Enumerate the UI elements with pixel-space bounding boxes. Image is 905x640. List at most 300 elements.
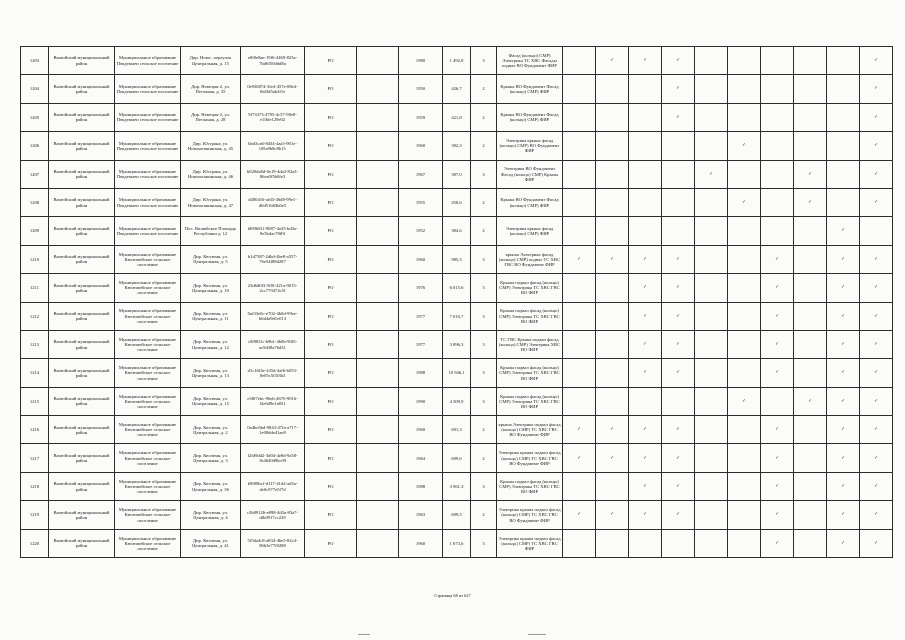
blank-cell [357, 501, 399, 529]
check-mark: ✓ [563, 416, 596, 444]
blank-cell [357, 217, 399, 245]
fund-type: РО [305, 160, 357, 188]
total-area: 4 309,9 [443, 387, 471, 415]
page-number: Страница 68 из 627 [434, 593, 471, 598]
empty-check-cell [761, 188, 794, 216]
build-year: 1967 [399, 160, 443, 188]
work-types: Электрика крыша подвал фасад (кольцо) СМР) ТС ХВС ГВС ФИР [497, 529, 563, 557]
row-number: 1206 [21, 132, 49, 160]
address: Дир. Кюсюмя, ул. Центральная, д. 12 [181, 330, 241, 358]
check-mark: ✓ [761, 501, 794, 529]
empty-check-cell [662, 217, 695, 245]
check-mark: ✓ [629, 274, 662, 302]
work-types: Электрика крыша подвал фасад (кольцо) СМР) ТС ХВС ГВС ВО Фундамент ФИР [497, 444, 563, 472]
check-mark: ✓ [662, 330, 695, 358]
empty-check-cell [695, 132, 728, 160]
check-mark: ✓ [596, 47, 629, 75]
empty-check-cell [860, 217, 893, 245]
total-area: 7 016,7 [443, 302, 471, 330]
check-mark: ✓ [761, 444, 794, 472]
floor-count: 2 [471, 103, 497, 131]
address: Дир. Кюсюмя, ул. Центральная, д. 41 [181, 529, 241, 557]
empty-check-cell [662, 160, 695, 188]
floor-count: 2 [471, 416, 497, 444]
empty-check-cell [596, 529, 629, 557]
work-types: Крыша подвал фасад (кольцо) СМР) Электрика ТС ХВС ГВС ВО ФИР [497, 359, 563, 387]
table-row [21, 160, 893, 188]
row-number: 1210 [21, 245, 49, 273]
district-name: Вилюйский муниципальный район [49, 416, 115, 444]
empty-check-cell [629, 217, 662, 245]
fund-type: РО [305, 245, 357, 273]
municipality-name: Муниципальное образование Пекдешаеи сельское поселение [115, 188, 181, 216]
building-code: 9f73373-4795-4c57-98e8-e1fbfe129e02 [241, 103, 305, 131]
check-mark: ✓ [827, 359, 860, 387]
check-mark: ✓ [563, 501, 596, 529]
empty-check-cell [827, 103, 860, 131]
floor-count: 2 [471, 501, 497, 529]
build-year: 1952 [399, 217, 443, 245]
row-number: 1209 [21, 217, 49, 245]
fund-type: РО [305, 387, 357, 415]
floor-count: 2 [471, 75, 497, 103]
district-name: Вилюйский муниципальный район [49, 444, 115, 472]
check-mark: ✓ [827, 444, 860, 472]
empty-check-cell [827, 47, 860, 75]
empty-check-cell [761, 160, 794, 188]
check-mark: ✓ [662, 501, 695, 529]
building-code: b1d7387-2dbd-4be8-a557-76e54f88d287 [241, 245, 305, 273]
empty-check-cell [629, 188, 662, 216]
work-types: Крыша ВО Фундамент Фасад (кольцо) СМР) ФИР [497, 75, 563, 103]
empty-check-cell [761, 387, 794, 415]
building-code: d1c16f4e-245d-4af6-b053-0e05c5f3f3b3 [241, 359, 305, 387]
check-mark: ✓ [761, 274, 794, 302]
table-row [21, 387, 893, 415]
empty-check-cell [596, 103, 629, 131]
check-mark: ✓ [662, 444, 695, 472]
floor-count: 2 [471, 444, 497, 472]
address: Пос. Вилюйское Площадь Республики д. 12 [181, 217, 241, 245]
floor-count: 3 [471, 330, 497, 358]
check-mark: ✓ [761, 416, 794, 444]
building-code: bbd3ca6-8d34-4aa5-901e-0f5a9b8c8b15 [241, 132, 305, 160]
district-name: Вилюйский муниципальный район [49, 472, 115, 500]
table-row [21, 416, 893, 444]
check-mark: ✓ [662, 75, 695, 103]
empty-check-cell [695, 387, 728, 415]
district-name: Вилюйский муниципальный район [49, 245, 115, 273]
work-types: ТС ГВС Крыша подвал фасад (кольцо) СМР) Электрика ХВС ВО ФИР [497, 330, 563, 358]
check-mark: ✓ [728, 387, 761, 415]
check-mark: ✓ [662, 103, 695, 131]
total-area: 10 946,1 [443, 359, 471, 387]
empty-check-cell [596, 472, 629, 500]
check-mark: ✓ [860, 75, 893, 103]
check-mark: ✓ [860, 444, 893, 472]
floor-count: 3 [471, 359, 497, 387]
empty-check-cell [728, 416, 761, 444]
row-number: 1213 [21, 330, 49, 358]
empty-check-cell [662, 387, 695, 415]
check-mark: ✓ [662, 416, 695, 444]
row-number: 1203 [21, 47, 49, 75]
work-types: Фасад (кольцо) СМР) Электрика ТС ХВС Фасады подвал ВО Фундамент ФИР [497, 47, 563, 75]
fund-type: РО [305, 47, 357, 75]
fund-type: РО [305, 302, 357, 330]
empty-check-cell [563, 302, 596, 330]
building-code: e8f0e8ae-19f6-4469-825a-7bd6f50ddd8a [241, 47, 305, 75]
empty-check-cell [794, 274, 827, 302]
district-name: Вилюйский муниципальный район [49, 103, 115, 131]
municipality-name: Муниципальное образование Кюсюмейское сельское поселение [115, 416, 181, 444]
row-number: 1208 [21, 188, 49, 216]
check-mark: ✓ [860, 47, 893, 75]
total-area: 985,3 [443, 245, 471, 273]
district-name: Вилюйский муниципальный район [49, 47, 115, 75]
empty-check-cell [728, 103, 761, 131]
table-row [21, 274, 893, 302]
floor-count: 3 [471, 472, 497, 500]
district-name: Вилюйский муниципальный район [49, 501, 115, 529]
empty-check-cell [695, 103, 728, 131]
check-mark: ✓ [860, 103, 893, 131]
table-row [21, 529, 893, 557]
empty-check-cell [629, 75, 662, 103]
district-name: Вилюйский муниципальный район [49, 529, 115, 557]
check-mark: ✓ [860, 274, 893, 302]
row-number: 1220 [21, 529, 49, 557]
blank-cell [357, 529, 399, 557]
check-mark: ✓ [827, 302, 860, 330]
empty-check-cell [629, 132, 662, 160]
table-row [21, 330, 893, 358]
check-mark: ✓ [596, 501, 629, 529]
blank-cell [357, 359, 399, 387]
total-area: 384,6 [443, 217, 471, 245]
empty-check-cell [728, 47, 761, 75]
row-number: 1218 [21, 472, 49, 500]
build-year: 1959 [399, 103, 443, 131]
total-area: 699,5 [443, 501, 471, 529]
district-name: Вилюйский муниципальный район [49, 188, 115, 216]
fund-type: РО [305, 330, 357, 358]
check-mark: ✓ [629, 359, 662, 387]
work-types: Крыша подвал фасад (кольцо) СМР) Электрика ТС ХВС ГВС ВО ФИР [497, 387, 563, 415]
municipality-name: Муниципальное образование Пекдешаеи сельское поселение [115, 75, 181, 103]
check-mark: ✓ [860, 501, 893, 529]
empty-check-cell [761, 132, 794, 160]
check-mark: ✓ [629, 245, 662, 273]
empty-check-cell [761, 103, 794, 131]
empty-check-cell [827, 188, 860, 216]
check-mark: ✓ [827, 501, 860, 529]
table-body [21, 47, 893, 558]
check-mark: ✓ [596, 245, 629, 273]
build-year: 1955 [399, 188, 443, 216]
empty-check-cell [728, 330, 761, 358]
empty-check-cell [563, 472, 596, 500]
municipality-name: Муниципальное образование Кюсюмейское сельское поселение [115, 501, 181, 529]
total-area: 699,6 [443, 444, 471, 472]
municipality-name: Муниципальное образование Пекдешаеи сельское поселение [115, 47, 181, 75]
build-year: 1976 [399, 274, 443, 302]
table-row [21, 188, 893, 216]
table-row [21, 132, 893, 160]
check-mark: ✓ [761, 359, 794, 387]
empty-check-cell [695, 359, 728, 387]
table-row [21, 75, 893, 103]
fund-type: РО [305, 529, 357, 557]
check-mark: ✓ [761, 302, 794, 330]
check-mark: ✓ [596, 416, 629, 444]
check-mark: ✓ [860, 245, 893, 273]
address: Дир. Юстрана, ул. Новохопшинская, д. 45 [181, 132, 241, 160]
address: Дир. Кюсюмя, ул. Центральная, д. 3 [181, 444, 241, 472]
empty-check-cell [761, 75, 794, 103]
empty-check-cell [794, 245, 827, 273]
build-year: 1950 [399, 75, 443, 103]
municipality-name: Муниципальное образование Кюсюмейское сельское поселение [115, 387, 181, 415]
empty-check-cell [563, 75, 596, 103]
check-mark: ✓ [662, 302, 695, 330]
empty-check-cell [596, 188, 629, 216]
check-mark: ✓ [695, 160, 728, 188]
build-year: 1960 [399, 529, 443, 557]
empty-check-cell [794, 416, 827, 444]
empty-check-cell [563, 359, 596, 387]
fund-type: РО [305, 75, 357, 103]
municipality-name: Муниципальное образование Кюсюмейское сельское поселение [115, 444, 181, 472]
empty-check-cell [695, 472, 728, 500]
blank-cell [357, 444, 399, 472]
work-types: Электрика крыша фасад (кольцо) СМР) ВО Фундамент ФИР [497, 132, 563, 160]
empty-check-cell [695, 529, 728, 557]
fund-type: РО [305, 217, 357, 245]
empty-check-cell [596, 75, 629, 103]
municipality-name: Муниципальное образование Кюсюмейское сельское поселение [115, 529, 181, 557]
work-types: крыша Электрика подвал фасад (кольцо) СМР) ТС ХВС ГВС ВО Фундамент ФИР [497, 416, 563, 444]
check-mark: ✓ [827, 416, 860, 444]
floor-count: 2 [471, 132, 497, 160]
check-mark: ✓ [860, 132, 893, 160]
work-types: Крыша подвал фасад (кольцо) СМР) Электрика ТС ХВС ГВС ВО ФИР [497, 274, 563, 302]
build-year: 1988 [399, 472, 443, 500]
municipality-name: Муниципальное образование Пекдешаеи сельское поселение [115, 160, 181, 188]
check-mark: ✓ [827, 472, 860, 500]
empty-check-cell [827, 132, 860, 160]
blank-cell [357, 47, 399, 75]
check-mark: ✓ [629, 416, 662, 444]
empty-check-cell [596, 302, 629, 330]
check-mark: ✓ [794, 160, 827, 188]
municipality-name: Муниципальное образование Кюсюмейское сельское поселение [115, 302, 181, 330]
row-number: 1212 [21, 302, 49, 330]
check-mark: ✓ [860, 529, 893, 557]
district-name: Вилюйский муниципальный район [49, 160, 115, 188]
build-year: 1977 [399, 330, 443, 358]
build-year: 1988 [399, 359, 443, 387]
total-area: 426,7 [443, 75, 471, 103]
fund-type: РО [305, 501, 357, 529]
address: Дир. Кюсюмя, ул. Центральная, д. 4 [181, 501, 241, 529]
check-mark: ✓ [761, 330, 794, 358]
check-mark: ✓ [827, 274, 860, 302]
build-year: 1990 [399, 387, 443, 415]
empty-check-cell [728, 160, 761, 188]
floor-count: 3 [471, 274, 497, 302]
address: Дир. Кюсюмя, ул. Центральная, д. 2 [181, 416, 241, 444]
blank-cell [357, 274, 399, 302]
empty-check-cell [596, 132, 629, 160]
check-mark: ✓ [728, 188, 761, 216]
municipality-name: Муниципальное образование Пекдешаеи сельское поселение [115, 103, 181, 131]
check-mark: ✓ [827, 245, 860, 273]
empty-check-cell [662, 188, 695, 216]
building-code: 0e936874-3fe4-457e-88e4-f6d3d5ab3f1e [241, 75, 305, 103]
check-mark: ✓ [662, 472, 695, 500]
building-code: f2fd9dd2-3d04-4e8d-9a58-1b4640d9bc09 [241, 444, 305, 472]
fund-type: РО [305, 444, 357, 472]
municipality-name: Муниципальное образование Кюсюмейское сельское поселение [115, 274, 181, 302]
municipality-name: Муниципальное образование Кюсюмейское сельское поселение [115, 330, 181, 358]
check-mark: ✓ [794, 387, 827, 415]
table-row [21, 472, 893, 500]
empty-check-cell [794, 47, 827, 75]
district-name: Вилюйский муниципальный район [49, 302, 115, 330]
table-row [21, 245, 893, 273]
empty-check-cell [563, 132, 596, 160]
blank-cell [357, 330, 399, 358]
empty-check-cell [794, 75, 827, 103]
table-row [21, 302, 893, 330]
blank-cell [357, 132, 399, 160]
building-code: b9f08bcf-d117-41d2-ad3a-de0c977e5f7d [241, 472, 305, 500]
blank-cell [357, 103, 399, 131]
blank-cell [357, 160, 399, 188]
work-types: Электрика крыша фасад (кольцо) СМР) ФИР [497, 217, 563, 245]
work-types: Крыша подвал фасад (кольцо) СМР) Электрика ТС ХВС ГВС ВО ФИР [497, 302, 563, 330]
empty-check-cell [794, 330, 827, 358]
total-area: 458,6 [443, 188, 471, 216]
empty-check-cell [728, 444, 761, 472]
blank-cell [357, 472, 399, 500]
building-code: 0a4bc6bd-9843-47fa-a717-1e08dde41ae8 [241, 416, 305, 444]
empty-check-cell [629, 160, 662, 188]
table-row [21, 217, 893, 245]
check-mark: ✓ [662, 359, 695, 387]
check-mark: ✓ [860, 302, 893, 330]
work-types: Крыша подвал фасад (кольцо) СМР) Электрика ТС ХВС ГВС ВО ФИР [497, 472, 563, 500]
floor-count: 3 [471, 160, 497, 188]
total-area: 392,3 [443, 132, 471, 160]
empty-check-cell [794, 359, 827, 387]
build-year: 1960 [399, 245, 443, 273]
empty-check-cell [761, 47, 794, 75]
address: Дир. Кюсюмя, ул. Центральная, д. 36 [181, 472, 241, 500]
address: Дир. Юстрана, ул. Новохопшинская, д. 46 [181, 160, 241, 188]
address: Дир. Кюсюмя, ул. Центральная, д. 15 [181, 387, 241, 415]
blank-cell [357, 416, 399, 444]
empty-check-cell [728, 472, 761, 500]
district-name: Вилюйский муниципальный район [49, 217, 115, 245]
empty-check-cell [794, 501, 827, 529]
row-number: 1217 [21, 444, 49, 472]
empty-check-cell [695, 302, 728, 330]
building-code: c0f98f1c-b9b1-4b0b-90f5-ac9d38a76d31 [241, 330, 305, 358]
table-row [21, 47, 893, 75]
address: Дир. Кюсюмя, ул. Центральная, д. 13 [181, 359, 241, 387]
check-mark: ✓ [728, 132, 761, 160]
building-code: 5f5da4c8-a834-4be5-82c4-86b3e77f0288 [241, 529, 305, 557]
empty-check-cell [728, 529, 761, 557]
empty-check-cell [596, 160, 629, 188]
floor-count: 2 [471, 188, 497, 216]
empty-check-cell [794, 217, 827, 245]
empty-check-cell [728, 274, 761, 302]
empty-check-cell [662, 529, 695, 557]
check-mark: ✓ [827, 330, 860, 358]
empty-check-cell [596, 274, 629, 302]
check-mark: ✓ [860, 359, 893, 387]
empty-check-cell [794, 103, 827, 131]
fund-type: РО [305, 359, 357, 387]
scan-mark [358, 634, 370, 635]
work-types: Крыша ВО Фундамент Фасад (кольцо) СМР) ФИР [497, 103, 563, 131]
empty-check-cell [695, 274, 728, 302]
address: Дир. Немецая-2, ул. Песчаная, д. 35 [181, 75, 241, 103]
empty-check-cell [563, 217, 596, 245]
district-name: Вилюйский муниципальный район [49, 132, 115, 160]
check-mark: ✓ [662, 245, 695, 273]
empty-check-cell [794, 302, 827, 330]
check-mark: ✓ [761, 529, 794, 557]
empty-check-cell [794, 529, 827, 557]
building-code: 0af33e0c-e702-4b0d-99ee-b6d4a9d1e013 [241, 302, 305, 330]
table-row [21, 103, 893, 131]
floor-count: 3 [471, 47, 497, 75]
empty-check-cell [728, 359, 761, 387]
blank-cell [357, 245, 399, 273]
check-mark: ✓ [860, 387, 893, 415]
empty-check-cell [563, 330, 596, 358]
registry-table [20, 46, 893, 558]
check-mark: ✓ [860, 160, 893, 188]
empty-check-cell [728, 302, 761, 330]
blank-cell [357, 188, 399, 216]
empty-check-cell [728, 217, 761, 245]
row-number: 1215 [21, 387, 49, 415]
empty-check-cell [695, 245, 728, 273]
empty-check-cell [563, 188, 596, 216]
check-mark: ✓ [662, 274, 695, 302]
check-mark: ✓ [827, 529, 860, 557]
check-mark: ✓ [860, 472, 893, 500]
row-number: 1216 [21, 416, 49, 444]
build-year: 1980 [399, 47, 443, 75]
fund-type: РО [305, 416, 357, 444]
check-mark: ✓ [794, 188, 827, 216]
check-mark: ✓ [662, 47, 695, 75]
empty-check-cell [596, 330, 629, 358]
empty-check-cell [563, 387, 596, 415]
empty-check-cell [728, 75, 761, 103]
work-types: Электрика ВО Фундамент Фасад (кольцо) СМР) Крыша ФИР [497, 160, 563, 188]
blank-cell [357, 387, 399, 415]
address: Дир. Юстрана, ул. Новохопшинская, д. 47 [181, 188, 241, 216]
check-mark: ✓ [596, 444, 629, 472]
check-mark: ✓ [629, 501, 662, 529]
